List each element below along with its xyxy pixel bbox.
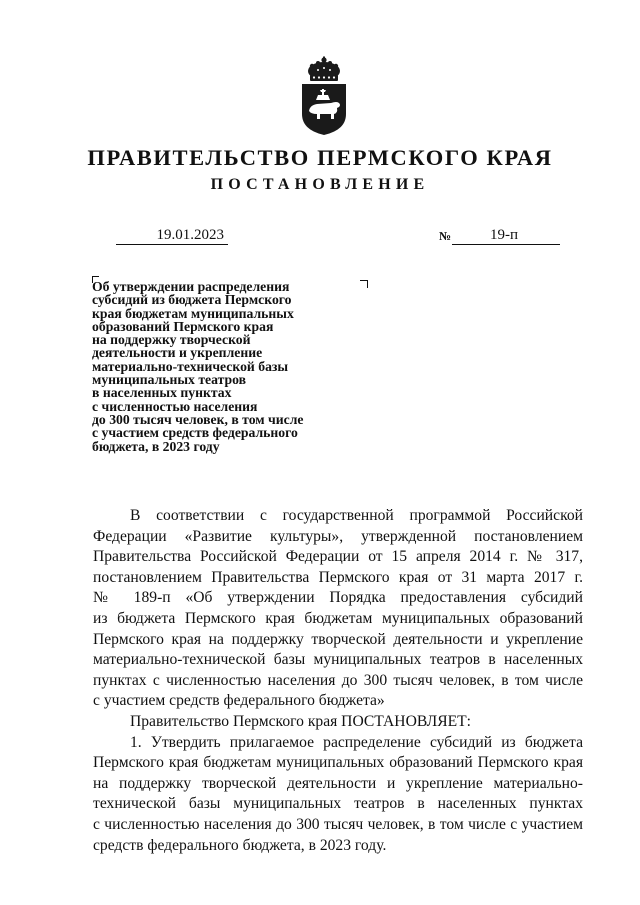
subject-line: с численностью населения: [92, 398, 258, 414]
resolution-paragraph: [93, 712, 583, 733]
document-date: 19.01.2023: [116, 226, 228, 245]
organization-title: ПРАВИТЕЛЬСТВО ПЕРМСКОГО КРАЯ: [87, 145, 553, 170]
body-line: материально-технической базы муниципальных театров в населенных: [93, 651, 583, 669]
subject-line: с участием средств федерального: [92, 425, 298, 441]
body-line: пунктах с численностью населения до 300 тысяч человек, в том числе: [93, 671, 583, 689]
subject-line: образований Пермского края: [92, 318, 274, 334]
body-line: Пермского края на поддержку творческой деятельности и укрепление: [93, 630, 583, 648]
subject-line: до 300 тысяч человек, в том числе: [92, 411, 304, 427]
subject-line: на поддержку творческой: [92, 332, 251, 348]
body-line: Правительство Пермского края ПОСТАНОВЛЯЕТ:: [130, 712, 471, 730]
subject-line: муниципальных театров: [92, 372, 247, 388]
perm-krai-coat-of-arms-icon: [296, 56, 352, 136]
body-line: из бюджета Пермского края бюджетам муниципальных образований: [93, 609, 583, 627]
subject-line: Об утверждении распределения: [92, 279, 290, 294]
document-number: 19-п: [490, 227, 519, 243]
subject-line: бюджета, в 2023 году: [92, 438, 220, 454]
document-subject: [92, 280, 332, 453]
body-line: постановлением Правительства Пермского края от 31 марта 2017 г.: [93, 568, 583, 586]
body-line: средств федерального бюджета, в 2023 году.: [93, 836, 387, 854]
clause-1-paragraph: [93, 733, 583, 857]
subject-line: края бюджетам муниципальных: [92, 305, 294, 321]
subject-line: в населенных пунктах: [92, 385, 232, 401]
body-line: Правительства Российской Федерации от 15 апреля 2014 г. № 317,: [93, 548, 583, 566]
subject-line: материально-технической базы: [92, 358, 289, 374]
body-line: с численностью населения до 300 тысяч человек, в том числе с участием: [93, 815, 583, 833]
number-label: №: [439, 229, 452, 243]
document-number-field: [452, 226, 560, 245]
body-line: 1. Утвердить прилагаемое распределение субсидий из бюджета: [130, 733, 583, 751]
document-body: [93, 506, 583, 856]
body-line: В соответствии с государственной программой Российской: [130, 507, 583, 524]
body-line: № 189-п «Об утверждении Порядка предоставления субсидий: [93, 589, 583, 607]
body-line: технической базы муниципальных театров в населенных пунктах: [93, 795, 583, 813]
document-type: ПОСТАНОВЛЕНИЕ: [210, 176, 430, 193]
subject-line: субсидий из бюджета Пермского: [92, 292, 292, 308]
body-line: с участием средств федерального бюджета»: [93, 692, 385, 710]
subject-line: деятельности и укрепление: [92, 345, 263, 361]
subject-corner-right: [360, 280, 368, 288]
body-line: Федерации «Развитие культуры», утвержденной постановлением: [93, 527, 583, 545]
body-line: Пермского края бюджетам муниципальных образований Пермского края: [93, 754, 583, 772]
preamble-paragraph: [93, 506, 583, 712]
body-line: на поддержку творческой деятельности и укрепление материально-: [93, 774, 583, 792]
